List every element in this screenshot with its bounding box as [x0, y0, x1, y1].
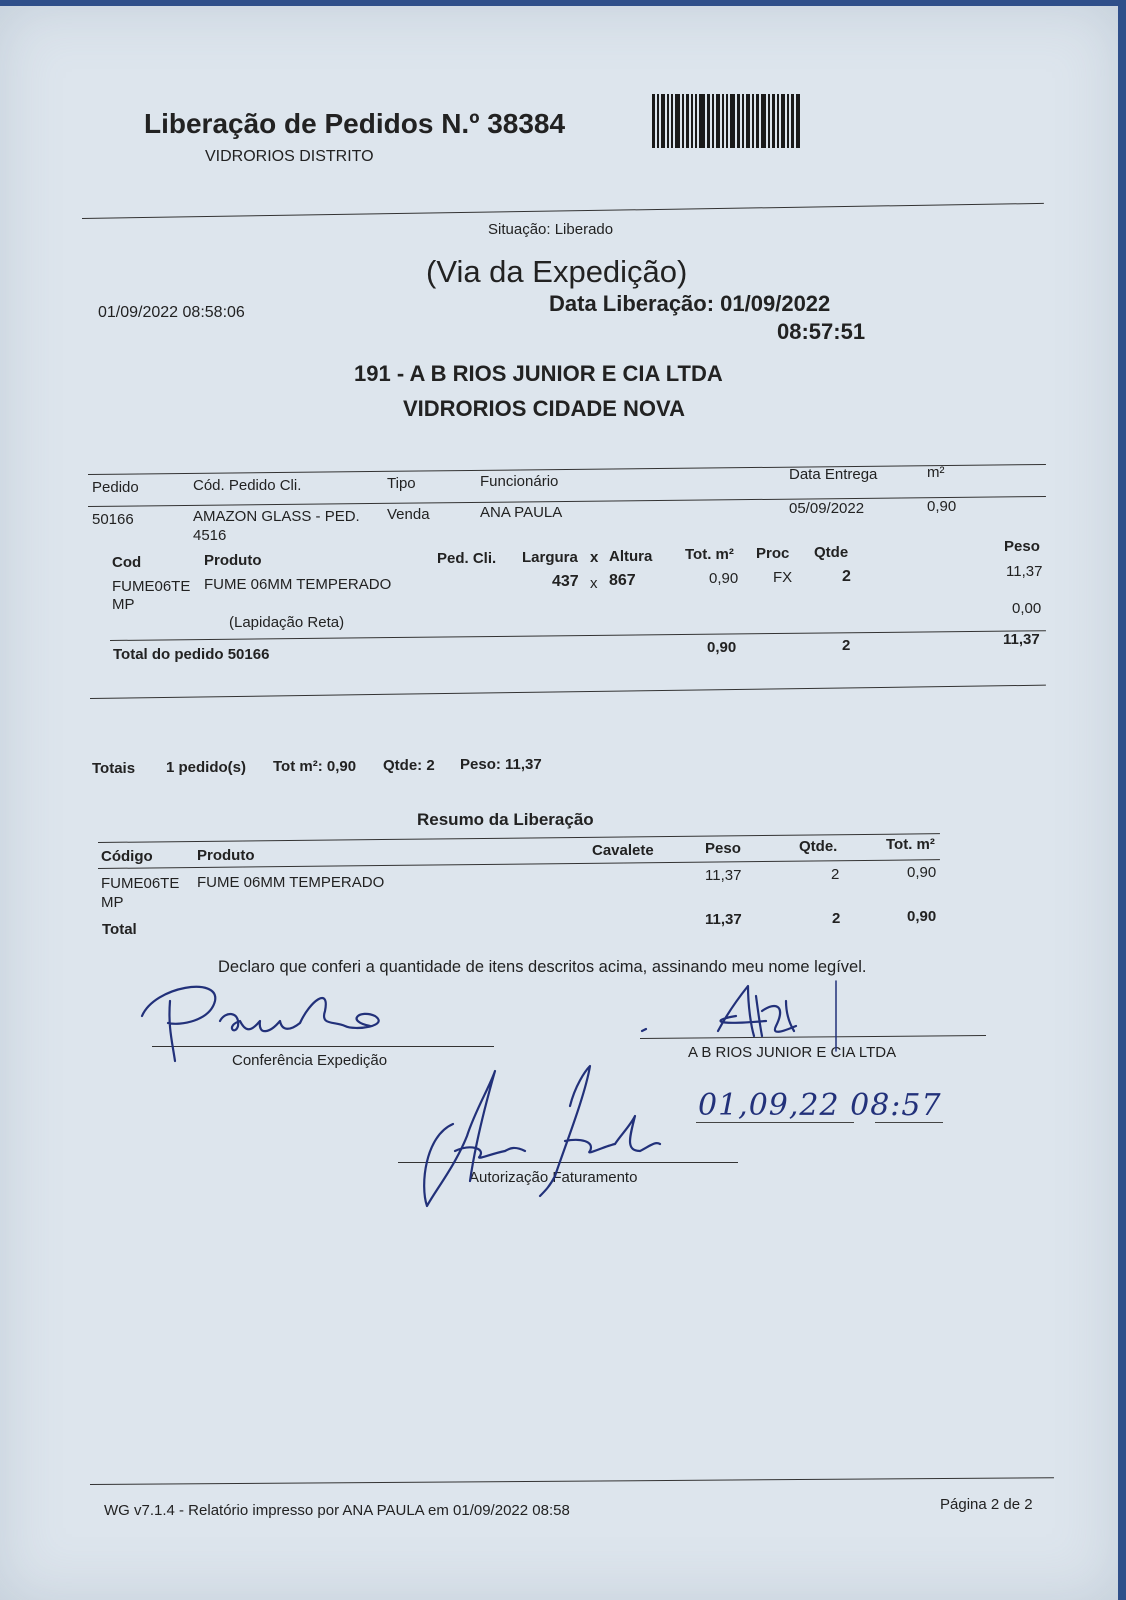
col-header-tipo: Tipo: [387, 475, 416, 492]
client-signature-label: A B RIOS JUNIOR E CIA LTDA: [688, 1044, 897, 1061]
order-total-qtde: 2: [842, 637, 851, 654]
order-total-peso: 11,37: [1003, 631, 1040, 648]
client-name: 191 - A B RIOS JUNIOR E CIA LTDA: [354, 361, 723, 386]
client-signature: [636, 981, 846, 1051]
col-header-pedido: Pedido: [92, 479, 139, 496]
client-store: VIDRORIOS CIDADE NOVA: [403, 396, 685, 421]
item-header-ped-cli: Ped. Cli.: [437, 550, 497, 567]
item-process-peso: 0,00: [1012, 600, 1042, 617]
conferencia-label: Conferência Expedição: [232, 1052, 388, 1069]
resumo-title: Resumo da Liberação: [417, 810, 594, 829]
order-cod-pedido-cli-cont: 4516: [193, 527, 227, 544]
conferencia-signature: [130, 981, 420, 1066]
order-m2: 0,90: [927, 498, 957, 515]
footer-divider: [90, 1477, 1054, 1485]
release-time: 08:57:51: [777, 319, 866, 344]
print-datetime: 01/09/2022 08:58:06: [98, 304, 245, 321]
footer-page-number: Página 2 de 2: [940, 1496, 1033, 1513]
order-total-border: [110, 630, 1046, 641]
resumo-header-codigo: Código: [101, 848, 153, 865]
resumo-tot-m2: 0,90: [907, 864, 937, 881]
item-largura: 437: [552, 573, 579, 590]
order-total-label: Total do pedido 50166: [113, 646, 270, 663]
item-altura: 867: [609, 572, 636, 589]
item-cod: FUME06TE: [112, 578, 191, 595]
order-table-header-border: [88, 496, 1046, 507]
resumo-total-qtde: 2: [832, 910, 841, 927]
resumo-qtde: 2: [831, 866, 840, 883]
item-header-x: x: [590, 549, 599, 566]
resumo-header-peso: Peso: [705, 840, 741, 857]
order-funcionario: ANA PAULA: [480, 504, 563, 521]
resumo-peso: 11,37: [705, 867, 742, 884]
order-tipo: Venda: [387, 506, 430, 523]
resumo-header-produto: Produto: [197, 847, 255, 864]
situacao-status: Situação: Liberado: [488, 221, 614, 238]
item-qtde: 2: [842, 568, 851, 585]
order-cod-pedido-cli: AMAZON GLASS - PED.: [193, 508, 360, 525]
footer-report-info: WG v7.1.4 - Relatório impresso por ANA PAULA em 01/09/2022 08:58: [104, 1502, 570, 1519]
item-process-note: (Lapidação Reta): [229, 614, 345, 631]
resumo-header-tot-m2: Tot. m²: [886, 836, 935, 853]
handwritten-date-underline: [696, 1122, 854, 1123]
release-date: Data Liberação: 01/09/2022: [549, 291, 831, 316]
handwritten-date: 01,09,22 08:57: [698, 1088, 942, 1123]
item-header-qtde: Qtde: [814, 544, 849, 561]
item-proc: FX: [773, 569, 793, 586]
company-name: VIDRORIOS DISTRITO: [205, 148, 374, 165]
resumo-codigo: FUME06TE: [101, 875, 180, 892]
order-table-bottom-border: [90, 685, 1046, 699]
item-tot-m2: 0,90: [709, 570, 739, 587]
totais-pedidos: 1 pedido(s): [166, 759, 247, 776]
col-header-m2: m²: [927, 464, 945, 481]
item-header-altura: Altura: [609, 548, 653, 565]
col-header-data-entrega: Data Entrega: [789, 466, 878, 483]
col-header-funcionario: Funcionário: [480, 473, 559, 490]
item-produto: FUME 06MM TEMPERADO: [204, 576, 392, 593]
totais-label: Totais: [92, 760, 136, 777]
resumo-total-tot-m2: 0,90: [907, 908, 937, 925]
item-x: x: [590, 575, 598, 592]
resumo-total-peso: 11,37: [705, 911, 742, 928]
resumo-codigo-cont: MP: [101, 894, 124, 911]
item-header-largura: Largura: [522, 549, 578, 566]
resumo-produto: FUME 06MM TEMPERADO: [197, 874, 385, 891]
order-data-entrega: 05/09/2022: [789, 500, 865, 517]
order-table-top-border: [88, 464, 1046, 475]
barcode: [652, 94, 822, 148]
declaration-text: Declaro que conferi a quantidade de itens descritos acima, assinando meu nome legível.: [218, 958, 867, 976]
handwritten-time-underline: [875, 1122, 943, 1123]
item-header-produto: Produto: [204, 552, 262, 569]
document-title: Liberação de Pedidos N.º 38384: [144, 108, 566, 139]
item-cod-cont: MP: [112, 596, 135, 613]
header-divider: [82, 203, 1044, 219]
order-pedido: 50166: [92, 511, 134, 528]
totais-qtde: Qtde: 2: [383, 757, 435, 774]
resumo-header-cavalete: Cavalete: [592, 842, 654, 859]
item-header-cod: Cod: [112, 554, 142, 571]
totais-peso: Peso: 11,37: [460, 756, 542, 773]
item-header-proc: Proc: [756, 545, 790, 562]
item-header-peso: Peso: [1004, 538, 1040, 555]
resumo-header-qtde: Qtde.: [799, 838, 838, 855]
totais-tot-m2: Tot m²: 0,90: [273, 758, 357, 775]
autorizacao-label: Autorização Faturamento: [469, 1169, 638, 1186]
resumo-total-label: Total: [102, 921, 137, 938]
order-total-tot-m2: 0,90: [707, 639, 737, 656]
via-label: (Via da Expedição): [426, 254, 688, 289]
item-header-tot-m2: Tot. m²: [685, 546, 734, 563]
autorizacao-signature: [415, 1066, 695, 1211]
item-peso: 11,37: [1006, 563, 1043, 580]
col-header-cod-pedido-cli: Cód. Pedido Cli.: [193, 477, 302, 494]
document-sheet: [0, 6, 1118, 1600]
